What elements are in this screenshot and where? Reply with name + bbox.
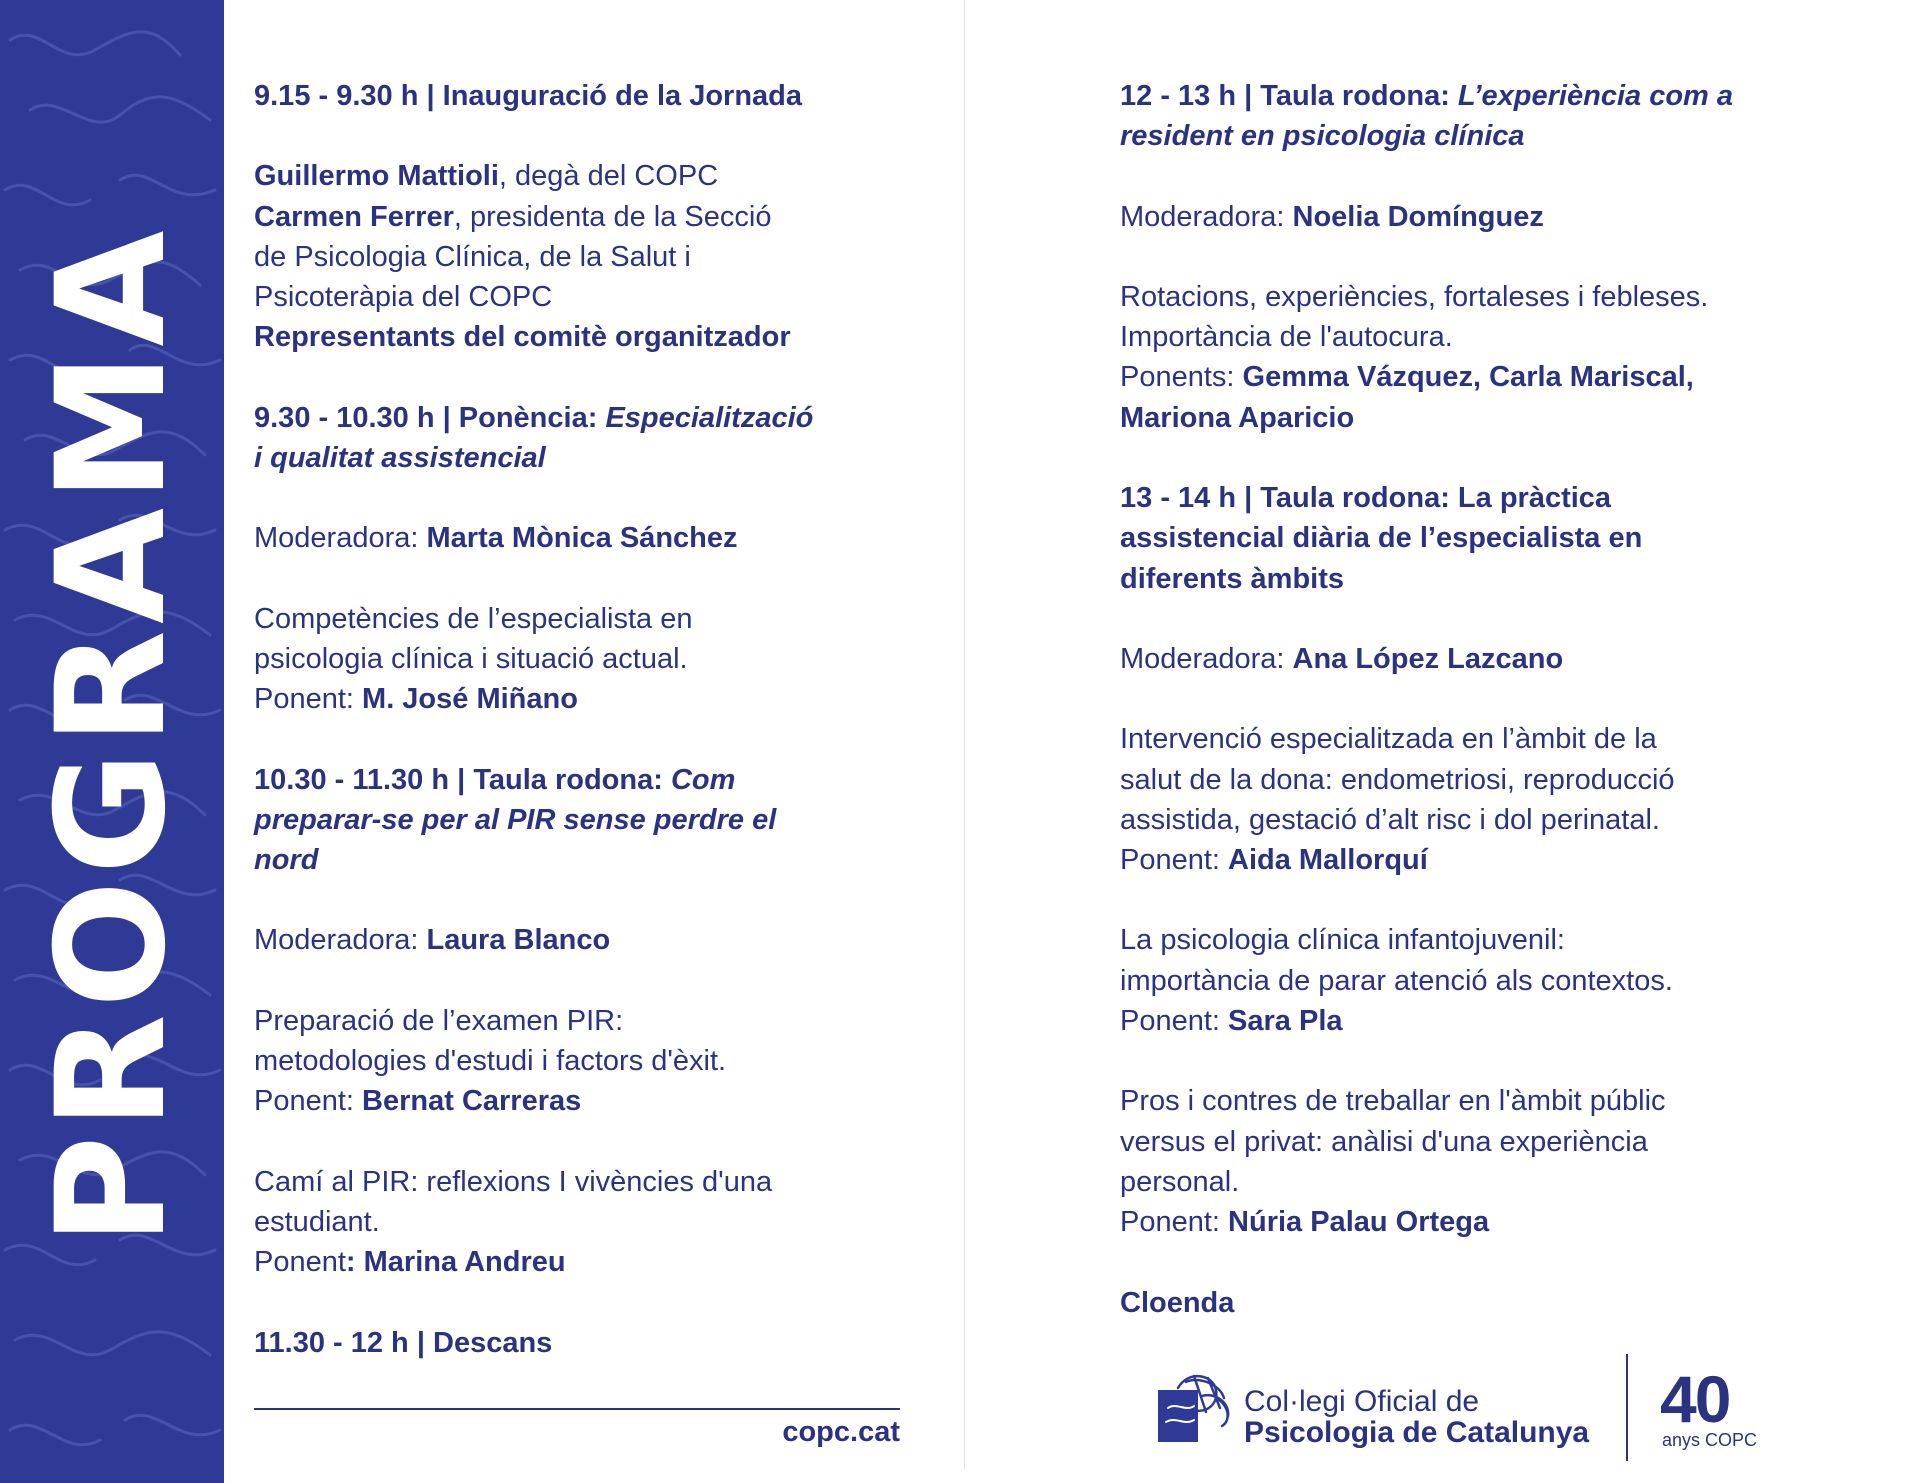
copc-logo — [1158, 1368, 1608, 1452]
talk-item — [254, 1001, 894, 1122]
talk-description: La psicologia clínica infantojuvenil: — [1120, 924, 1565, 957]
speaker-name: Bernat Carreras — [362, 1085, 582, 1118]
session-title: assistencial diària de l’especialista en — [1120, 522, 1643, 555]
session-title: diferents àmbits — [1120, 562, 1344, 595]
session-time: 9.30 - 10.30 h | Ponència: — [254, 401, 606, 434]
session-title: L’experiència com a — [1457, 80, 1734, 112]
moderator-line — [1120, 639, 1820, 679]
talk-description: Pros i contres de treballar en l'àmbit públic — [1120, 1085, 1666, 1118]
talk-description: salut de la dona: endometriosi, reproducció — [1120, 763, 1675, 796]
talk-item — [1120, 719, 1820, 880]
session-title: nord — [254, 844, 319, 877]
talk-description: Preparació de l’examen PIR: — [254, 1004, 624, 1037]
sidebar-banner — [0, 0, 224, 1483]
copc-emblem-icon — [1158, 1368, 1238, 1448]
welcome-speakers — [254, 156, 894, 357]
column-divider — [964, 0, 965, 1470]
speaker-label: Ponent: — [254, 1085, 363, 1118]
talk-description: assistida, gestació d’alt risc i dol perinatal. — [1120, 803, 1660, 836]
speaker-name: Gemma Vázquez, Carla Mariscal, — [1242, 361, 1694, 394]
moderator-name: Marta Mònica Sánchez — [426, 522, 738, 555]
session-time: 12 - 13 h | Taula rodona: — [1120, 80, 1458, 112]
session-title: resident en psicologia clínica — [1120, 120, 1525, 153]
moderator-label: Moderadora: — [254, 924, 427, 957]
talk-description: Competències de l’especialista en — [254, 602, 693, 635]
speaker-name: Núria Palau Ortega — [1228, 1206, 1490, 1239]
speaker-role: Psicoteràpia del COPC — [254, 281, 553, 314]
moderator-name: Ana López Lazcano — [1292, 642, 1564, 675]
speaker-label: Ponent: — [1120, 1206, 1229, 1239]
session-round-table — [1120, 76, 1820, 157]
speaker-role: , degà del COPC — [498, 160, 719, 193]
moderator-line — [254, 920, 894, 960]
session-time: 11.30 - 12 h | Descans — [254, 1326, 553, 1359]
speaker-name: Guillermo Mattioli — [254, 160, 499, 193]
session-inauguration — [254, 76, 894, 116]
talk-item — [254, 599, 894, 720]
speaker-label: Ponent: — [1120, 844, 1229, 877]
talk-description: psicologia clínica i situació actual. — [254, 642, 688, 675]
closing-label: Cloenda — [1120, 1286, 1235, 1319]
moderator-label: Moderadora: — [1120, 642, 1293, 675]
moderator-name: Noelia Domínguez — [1292, 200, 1544, 233]
sidebar-title: PROGRAMA — [25, 224, 199, 1246]
session-ponencia — [254, 398, 894, 479]
session-time: 10.30 - 11.30 h | Taula rodona: — [254, 763, 671, 796]
speaker-name: Aida Mallorquí — [1228, 844, 1428, 877]
logo-separator — [1626, 1354, 1628, 1461]
speaker-label: Ponents: — [1120, 361, 1243, 394]
moderator-label: Moderadora: — [1120, 200, 1293, 233]
talk-description: Camí al PIR: reflexions I vivències d'una — [254, 1165, 773, 1198]
talk-description: versus el privat: anàlisi d'una experiència — [1120, 1125, 1648, 1158]
program-left-column — [254, 76, 894, 1403]
anniversary-number: 40 — [1660, 1362, 1730, 1436]
speaker-label: Ponent: — [1120, 1005, 1229, 1038]
talk-description: estudiant. — [254, 1205, 380, 1238]
moderator-name: Laura Blanco — [426, 924, 611, 957]
session-round-table — [254, 760, 894, 881]
session-title: 13 - 14 h | Taula rodona: La pràctica — [1120, 482, 1612, 515]
speaker-name: Representants del comitè organitzador — [254, 321, 791, 354]
speaker-name: M. José Miñano — [362, 683, 578, 716]
moderator-line — [254, 518, 894, 558]
speaker-name: Sara Pla — [1228, 1005, 1343, 1038]
moderator-line — [1120, 197, 1820, 237]
program-right-column — [1120, 76, 1820, 1363]
session-closing — [1120, 1283, 1820, 1323]
talk-description: importància de parar atenció als contextos. — [1120, 964, 1673, 997]
org-name-line: Col·legi Oficial de — [1244, 1385, 1480, 1418]
speaker-name: Mariona Aparicio — [1120, 401, 1355, 434]
talk-item — [1120, 277, 1820, 438]
session-break — [254, 1323, 894, 1363]
speaker-label: Ponent: — [254, 683, 363, 716]
talk-description: Rotacions, experiències, fortaleses i febleses. — [1120, 280, 1709, 313]
footer-divider — [254, 1408, 900, 1410]
talk-description: Intervenció especialitzada en l’àmbit de la — [1120, 723, 1657, 756]
anniversary-badge — [1660, 1362, 1764, 1456]
session-title: preparar-se per al PIR sense perdre el — [254, 803, 777, 836]
talk-description: Importància de l'autocura. — [1120, 321, 1453, 354]
org-name-line: Psicologia de Catalunya — [1244, 1416, 1590, 1449]
speaker-label: Ponent — [254, 1246, 346, 1279]
session-title: Especialització — [605, 401, 814, 434]
speaker-role: de Psicologia Clínica, de la Salut i — [254, 240, 691, 273]
speaker-name: : Marina Andreu — [345, 1246, 566, 1279]
talk-description: metodologies d'estudi i factors d'èxit. — [254, 1045, 727, 1078]
talk-item — [1120, 1081, 1820, 1242]
anniversary-label: anys COPC — [1662, 1430, 1758, 1450]
session-time: 9.15 - 9.30 h | Inauguració de la Jornada — [254, 80, 803, 112]
session-round-table — [1120, 478, 1820, 599]
moderator-label: Moderadora: — [254, 522, 427, 555]
speaker-name: Carmen Ferrer — [254, 200, 454, 233]
session-title: i qualitat assistencial — [254, 442, 546, 475]
talk-description: personal. — [1120, 1165, 1240, 1198]
speaker-role: , presidenta de la Secció — [453, 200, 772, 233]
website-link[interactable]: copc.cat — [782, 1416, 900, 1448]
talk-item — [254, 1162, 894, 1283]
talk-item — [1120, 920, 1820, 1041]
session-title: Com — [670, 763, 736, 796]
